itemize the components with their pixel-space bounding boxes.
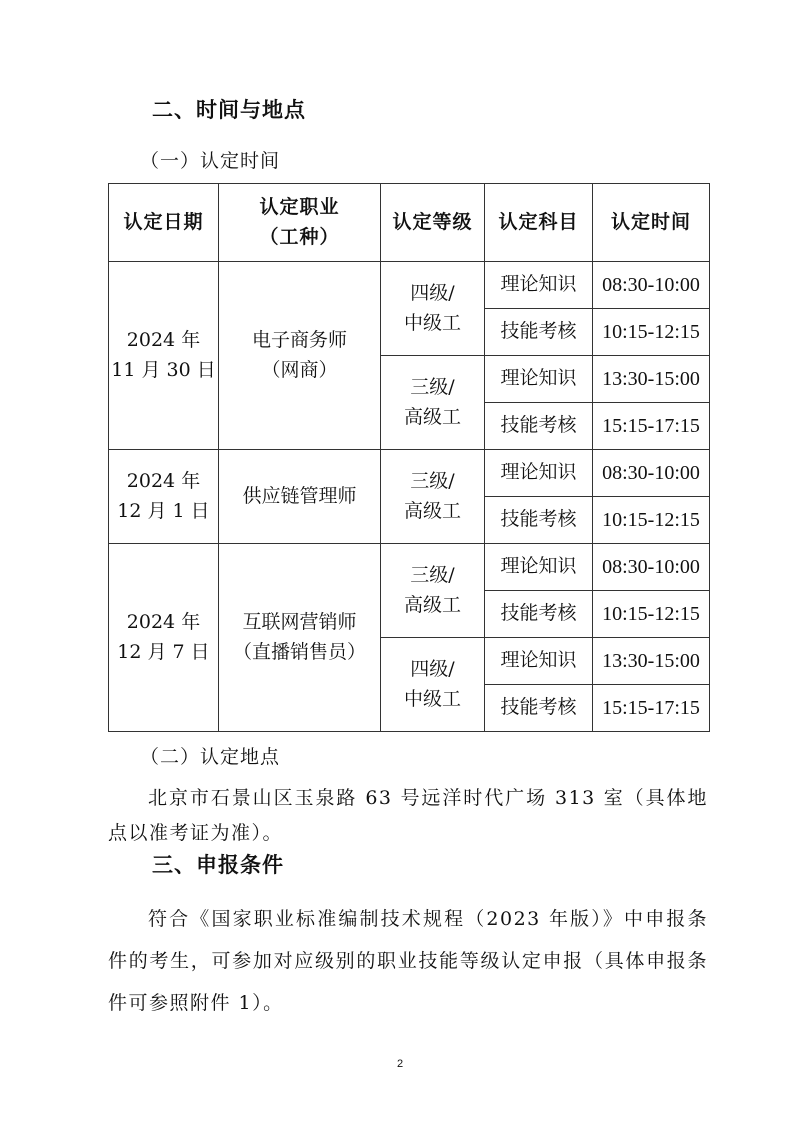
cell-time: 08:30-10:00 [593,450,710,497]
cell-time: 10:15-12:15 [593,591,710,638]
cell-level: 四级/ 中级工 [381,262,485,356]
cell-time: 08:30-10:00 [593,262,710,309]
cell-time: 15:15-17:15 [593,403,710,450]
cell-time: 10:15-12:15 [593,309,710,356]
cell-time: 10:15-12:15 [593,497,710,544]
place-paragraph: 北京市石景山区玉泉路 63 号远洋时代广场 313 室（具体地点以准考证为准）。 [108,787,708,844]
cell-subject: 技能考核 [485,591,593,638]
table-row [109,544,710,591]
header-level: 认定等级 [381,184,485,262]
cell-level: 三级/ 高级工 [381,356,485,450]
header-subject: 认定科目 [485,184,593,262]
table-header-row [109,184,710,262]
cell-time: 15:15-17:15 [593,685,710,732]
table-row [109,450,710,497]
page-number: 2 [396,1058,404,1070]
header-time: 认定时间 [593,184,710,262]
cell-time: 13:30-15:00 [593,638,710,685]
cell-subject: 理论知识 [485,544,593,591]
cell-subject: 理论知识 [485,356,593,403]
conditions-paragraph: 符合《国家职业标准编制技术规程（2023 年版）》中申报条件的考生，可参加对应级别的职业技能等级认定申报（具体申报条件可参照附件 1）。 [108,908,708,1014]
cell-subject: 理论知识 [485,262,593,309]
schedule-table [108,183,710,732]
cell-subject: 理论知识 [485,450,593,497]
cell-subject: 技能考核 [485,309,593,356]
cell-date: 2024 年 11 月 30 日 [109,262,219,450]
cell-subject: 技能考核 [485,497,593,544]
section-heading-time-place: 二、时间与地点 [152,98,306,122]
cell-date: 2024 年 12 月 7 日 [109,544,219,732]
cell-date: 2024 年 12 月 1 日 [109,450,219,544]
cell-level: 三级/ 高级工 [381,544,485,638]
header-occupation: 认定职业 （工种） [219,184,381,262]
cell-subject: 理论知识 [485,638,593,685]
cell-occupation: 供应链管理师 [219,450,381,544]
section-heading-conditions: 三、申报条件 [152,853,284,877]
cell-subject: 技能考核 [485,685,593,732]
cell-occupation: 互联网营销师 （直播销售员） [219,544,381,732]
cell-subject: 技能考核 [485,403,593,450]
sub-heading-time: （一）认定时间 [140,150,281,172]
header-date: 认定日期 [109,184,219,262]
sub-heading-place: （二）认定地点 [140,746,281,768]
cell-level: 三级/ 高级工 [381,450,485,544]
cell-time: 08:30-10:00 [593,544,710,591]
cell-occupation: 电子商务师 （网商） [219,262,381,450]
cell-level: 四级/ 中级工 [381,638,485,732]
cell-time: 13:30-15:00 [593,356,710,403]
table-row [109,262,710,309]
